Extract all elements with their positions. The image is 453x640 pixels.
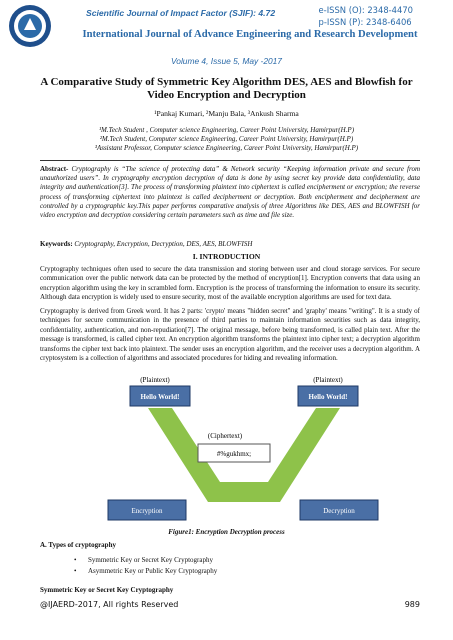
subsection-types: A. Types of cryptography <box>40 541 116 549</box>
encryption-decryption-figure <box>100 374 390 524</box>
abstract <box>40 165 420 220</box>
paper-title: A Comparative Study of Symmetric Key Algorithm DES, AES and Blowfish for Video Encryption and Decryption <box>40 76 413 101</box>
divider <box>40 160 420 161</box>
eissn: e-ISSN (O): 2348-4470 <box>318 5 413 15</box>
affiliation-2: ²M.Tech Student, Computer science Engineering, Career Point University, Hamirpur(H.P) <box>99 135 354 143</box>
subsection-symmetric: Symmetric Key or Secret Key Cryptography <box>40 586 174 594</box>
journal-name: International Journal of Advance Engineering and Research Development <box>82 29 418 40</box>
sjif-impact-factor: Scientific Journal of Impact Factor (SJIF): 4.72 <box>86 8 276 18</box>
abstract-text: Cryptography is “The science of protecting data” & Network security “Keeping information private and secure from unauthorized users”. In cryptography encryption decryption of data is done by using secret key provide data confidentiality, data integrity and authentication[3]. The process of transforming plaintext into ciphertext is called encipherment or encryption; the reverse process of transforming ciphertext into plaintext is called decipherment or decryption. Both encipherment and decipherment are controlled by a cryptographic key.This paper performs comparative analysis of three Algorithms like DES, AES and BLOWFISH for video encryption and decryption considering certain parameters such as time and file size. <box>40 165 420 220</box>
decryption-label: Decryption <box>323 507 355 515</box>
volume-issue: Volume 4, Issue 5, May -2017 <box>171 56 282 66</box>
page-footer <box>40 600 420 609</box>
page-number: 989 <box>404 600 420 609</box>
figure-caption: Figure1: Encryption Decryption process <box>168 528 285 536</box>
keywords <box>40 240 420 248</box>
bullet-item: • Asymmetric Key or Public Key Cryptography <box>88 566 217 577</box>
affiliations <box>0 126 453 153</box>
bullet-list <box>88 555 217 577</box>
encryption-label: Encryption <box>131 507 163 515</box>
plaintext-label-left: (Plaintext) <box>140 376 170 384</box>
plaintext-label-right: (Plaintext) <box>313 376 343 384</box>
intro-paragraph-2: Cryptography is derived from Greek word. It has 2 parts: 'crypto' means "hidden secret" and 'graphy' means "writing". It is a study of techniques for secure communication in the presence of third parties to maintain information securities such as data integrity, confidentiality, authentication, and non-repudiation[7]. The original message, before being transformed, is called plain text. After the message is transformed, is called cipher text. An encryption algorithm transforms the plaintext into cipher text; a decryption algorithm transforms the cipher text back into plaintext. The sender uses an encryption algorithm, and the receiver uses a decryption algorithm. A cryptosystem is a collection of algorithms and associated procedures for hiding and revealing information. <box>40 307 420 363</box>
authors: ¹Pankaj Kumari, ²Manju Bala, ³Ankush Sharma <box>154 109 299 118</box>
hello-text-left: Hello World! <box>140 393 180 401</box>
keywords-text: Cryptography, Encryption, Decryption, DES, AES, BLOWFISH <box>72 240 253 248</box>
hello-text-right: Hello World! <box>308 393 348 401</box>
abstract-label: Abstract- <box>40 165 69 173</box>
keywords-label: Keywords: <box>40 240 73 248</box>
copyright: @IJAERD-2017, All rights Reserved <box>40 600 179 609</box>
affiliation-3: ³Assistant Professor, Computer science Engineering, Career Point University, Hamirpur(H.P) <box>94 144 359 152</box>
issn-block <box>319 4 413 28</box>
pissn: p-ISSN (P): 2348-6406 <box>318 17 412 27</box>
section-heading-introduction: I. INTRODUCTION <box>192 252 261 261</box>
journal-logo-icon <box>8 4 52 48</box>
affiliation-1: ¹M.Tech Student , Computer science Engineering, Career Point University, Hamirpur(H.P) <box>98 126 355 134</box>
bullet-item: • Symmetric Key or Secret Key Cryptography <box>88 555 217 566</box>
ciphertext-label: (Ciphertext) <box>207 432 243 440</box>
cipher-value: #%gukhmx; <box>216 450 252 458</box>
intro-paragraph-1: Cryptography techniques often used to secure the data transmission and storing between user and cloud storage services. For secure communication over the public network data can be protected by the method of encryption[1]. Encryption converts that data using an encryption algorithm using the key in scrambled form. Encryption is the process of transforming the information to ensure its security. Although data encryption is widely used to ensure security, most of the available encryption algorithms are used for text data. <box>40 265 420 302</box>
